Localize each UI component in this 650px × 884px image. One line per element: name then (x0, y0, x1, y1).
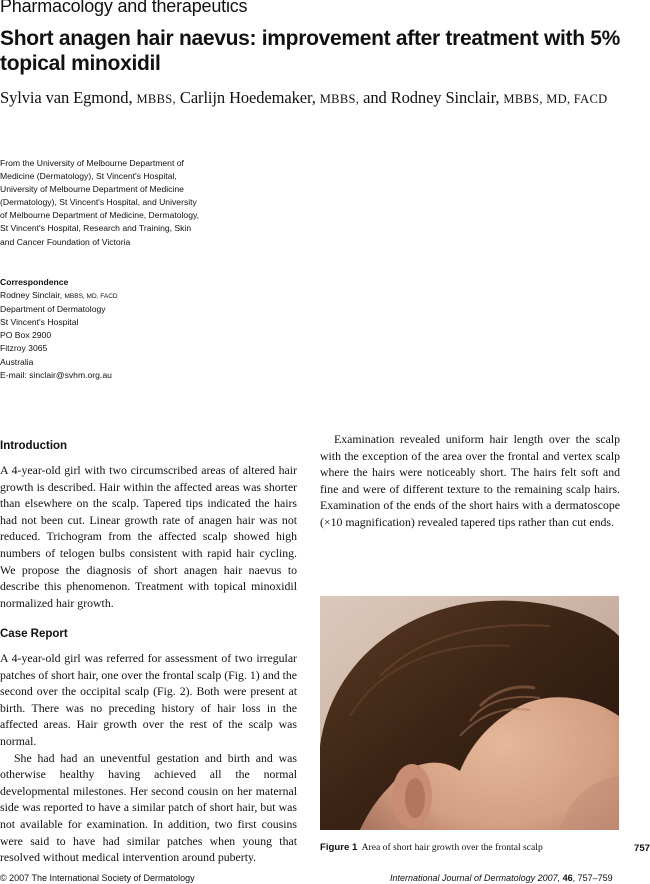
introduction-heading: Introduction (0, 440, 68, 452)
author-degrees: MBBS, MD, FACD (503, 92, 608, 106)
correspondence-line: Australia (0, 356, 34, 367)
page-number: 757 (634, 843, 650, 854)
footer-citation (390, 873, 613, 883)
examination-text (320, 431, 620, 531)
footer-journal: International Journal of Dermatology 2007, (390, 873, 561, 883)
author-degrees: MBBS, (319, 92, 360, 106)
scalp-photo-illustration (320, 596, 619, 830)
correspondence-line: PO Box 2900 (0, 330, 52, 341)
introduction-paragraph: A 4-year-old girl with two circumscribed areas of altered hair growth is described. Hair within the affected areas was shorter than elsewhere on the scalp. Tapered tips indicated the hairs had not been cut. Linear growth rate of anagen hair was not reduced. Trichogram from the affected scalp showed high numbers of telogen bulbs consistent with rapid hair cycling. We propose the diagnosis of short anagen hair naevus to describe this phenomenon. Treatment with topical minoxidil normalized hair growth. (0, 463, 297, 610)
correspondence-line: Fitzroy 3065 (0, 343, 48, 354)
correspondence-line: St Vincent's Hospital (0, 317, 79, 328)
author-name: Carlijn Hoedemaker, (179, 88, 316, 107)
author-list (0, 88, 607, 108)
author-name: and Rodney Sinclair, (363, 88, 500, 107)
correspondence-degrees: MBBS, MD, FACD (64, 293, 118, 301)
correspondence-email: E-mail: sinclair@svhm.org.au (0, 369, 112, 380)
correspondence-block (0, 276, 200, 382)
figure-caption-text: Area of short hair growth over the frontal scalp (361, 842, 543, 853)
case-report-paragraph: She had had an uneventful gestation and birth and was otherwise healthy having achieved all the normal developmental milestones. Her second cousin on her maternal side was reported to have a similar patch of short hair, but was not available for examination. In addition, two first cousins were said to have had similar patches when young that resolved without medical intervention around puberty. (0, 750, 297, 865)
section-title: Pharmacology and therapeutics (0, 0, 248, 16)
footer-pages: , 757–759 (572, 873, 613, 883)
figure-1-photo (320, 596, 619, 830)
footer-copyright: © 2007 The International Society of Dermatology (0, 873, 195, 883)
figure-caption (320, 842, 543, 853)
author-degrees: MBBS, (136, 92, 176, 106)
correspondence-name: Rodney Sinclair, (0, 290, 63, 301)
case-report-heading: Case Report (0, 628, 68, 640)
correspondence-heading: Correspondence (0, 277, 69, 287)
introduction-text (0, 462, 297, 611)
author-name: Sylvia van Egmond, (0, 88, 133, 107)
affiliation-text: From the University of Melbourne Department of Medicine (Dermatology), St Vincent's Hospital, University of Melbourne Department of Medicine (Dermatology), St Vincent's Hospital, and University of Melbourne Department of Medicine, Dermatology, St Vincent's Hospital, Research and Training, Skin and Cancer Foundation of Victoria (0, 158, 200, 247)
examination-paragraph: Examination revealed uniform hair length over the scalp with the exception of the area over the frontal and vertex scalp where the hairs were noticeably short. The hairs felt soft and fine and were of different texture to the remaining scalp hairs. Examination of the ends of the short hairs with a dermatoscope (×10 magnification) revealed tapered tips rather than cut ends. (320, 432, 620, 529)
article-title: Short anagen hair naevus: improvement after treatment with 5% topical minoxidil (0, 27, 621, 75)
case-report-text (0, 650, 297, 866)
correspondence-line: Department of Dermatology (0, 304, 106, 315)
case-report-paragraph: A 4-year-old girl was referred for assessment of two irregular patches of short hair, one over the frontal scalp (Fig. 1) and the second over the occipital scalp (Fig. 2). Both were present at birth. There was no preceding history of hair loss in the affected areas. Hair growth over the rest of the scalp was normal. (0, 651, 297, 748)
figure-label: Figure 1 (320, 842, 358, 853)
correspondence-name-line (0, 289, 200, 303)
footer-volume: 46 (562, 873, 573, 883)
